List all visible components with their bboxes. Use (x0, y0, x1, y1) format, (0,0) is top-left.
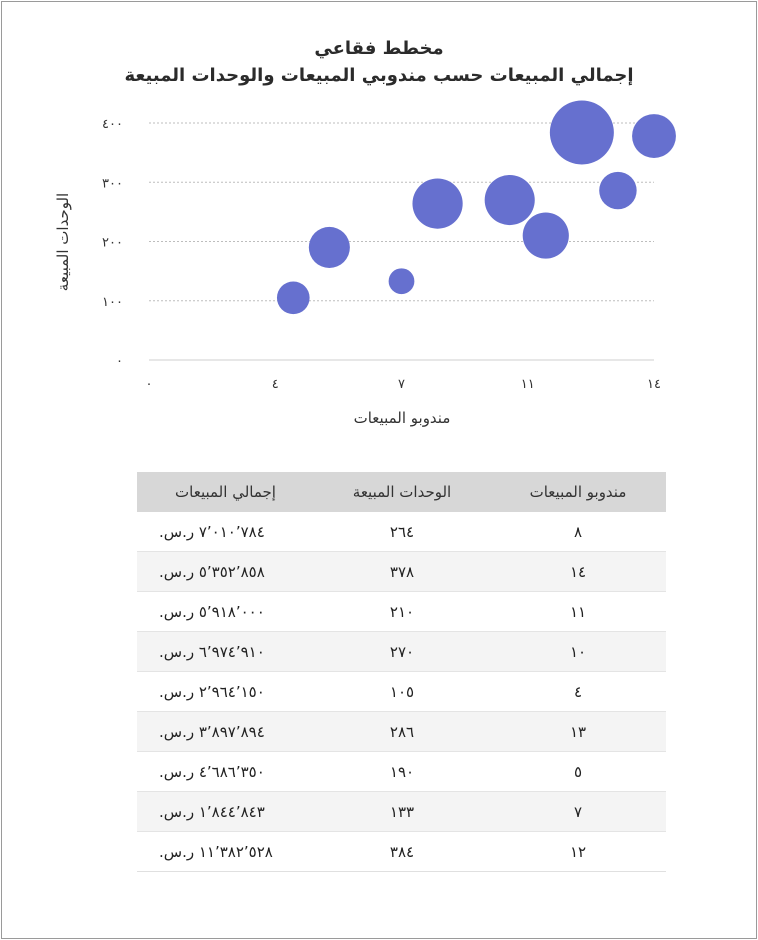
cell-sales-rep: ١٢ (490, 832, 666, 872)
table-row (137, 632, 666, 672)
y-tick-label: ٠ (116, 354, 123, 369)
cell-units-sold: ١٩٠ (314, 752, 490, 792)
x-tick-label: ٧ (398, 377, 405, 392)
header-units-sold: الوحدات المبيعة (314, 472, 490, 512)
cell-units-sold: ٢٧٠ (314, 632, 490, 672)
y-tick-label: ٣٠٠ (102, 176, 123, 192)
bubble-point (523, 213, 569, 259)
table-row (137, 832, 666, 872)
table-row (137, 752, 666, 792)
table-row (137, 592, 666, 632)
bubble-point (632, 114, 676, 158)
cell-units-sold: ٢١٠ (314, 592, 490, 632)
table-row (137, 512, 666, 552)
table-row (137, 792, 666, 832)
cell-sales-rep: ١٤ (490, 552, 666, 592)
page (1, 1, 757, 939)
bubble-point (389, 268, 415, 294)
bubble-point (412, 178, 462, 228)
cell-sales-rep: ١١ (490, 592, 666, 632)
y-axis-label: الوحدات المبيعة (54, 192, 72, 292)
cell-sales-rep: ٨ (490, 512, 666, 552)
table-header-row (137, 472, 666, 512)
cell-total-sales: ٧٬٠١٠٬٧٨٤ ر.س. (137, 512, 314, 552)
cell-total-sales: ١٬٨٤٤٬٨٤٣ ر.س. (137, 792, 314, 832)
bubble-point (277, 281, 310, 314)
x-axis-ticks (146, 377, 661, 392)
bubble-point (599, 172, 636, 209)
cell-sales-rep: ١٣ (490, 712, 666, 752)
table-row (137, 552, 666, 592)
table-row (137, 672, 666, 712)
x-tick-label: ١٤ (647, 377, 661, 392)
x-tick-label: ١١ (520, 377, 535, 392)
x-tick-label: ٤ (271, 377, 279, 392)
x-axis-label: مندوبو المبيعات (353, 409, 451, 427)
y-axis-ticks (102, 117, 123, 369)
cell-sales-rep: ٧ (490, 792, 666, 832)
cell-total-sales: ١١٬٣٨٢٬٥٢٨ ر.س. (137, 832, 314, 872)
chart-title: مخطط فقاعي (314, 38, 444, 59)
bubble-chart (2, 2, 756, 442)
cell-units-sold: ٢٨٦ (314, 712, 490, 752)
bubble-point (309, 227, 350, 268)
y-tick-label: ١٠٠ (102, 294, 123, 310)
header-total-sales: إجمالي المبيعات (137, 472, 314, 512)
cell-units-sold: ٣٨٤ (314, 832, 490, 872)
bubble-point (550, 100, 614, 164)
y-tick-label: ٢٠٠ (102, 235, 123, 251)
bubble-point (485, 175, 535, 225)
cell-sales-rep: ١٠ (490, 632, 666, 672)
x-tick-label: ٠ (145, 377, 153, 392)
cell-units-sold: ١٣٣ (314, 792, 490, 832)
cell-units-sold: ٢٦٤ (314, 512, 490, 552)
cell-total-sales: ٥٬٩١٨٬٠٠٠ ر.س. (137, 592, 314, 632)
cell-total-sales: ٦٬٩٧٤٬٩١٠ ر.س. (137, 632, 314, 672)
header-sales-reps: مندوبو المبيعات (490, 472, 666, 512)
chart-subtitle: إجمالي المبيعات حسب مندوبي المبيعات والوحدات المبيعة (124, 65, 634, 86)
cell-units-sold: ٣٧٨ (314, 552, 490, 592)
cell-total-sales: ٥٬٣٥٢٬٨٥٨ ر.س. (137, 552, 314, 592)
sales-table (137, 472, 666, 872)
table-row (137, 712, 666, 752)
cell-total-sales: ٤٬٦٨٦٬٣٥٠ ر.س. (137, 752, 314, 792)
bubble-series (277, 100, 676, 314)
cell-total-sales: ٢٬٩٦٤٬١٥٠ ر.س. (137, 672, 314, 712)
y-tick-label: ٤٠٠ (102, 117, 123, 132)
cell-total-sales: ٣٬٨٩٧٬٨٩٤ ر.س. (137, 712, 314, 752)
cell-units-sold: ١٠٥ (314, 672, 490, 712)
cell-sales-rep: ٤ (490, 672, 666, 712)
cell-sales-rep: ٥ (490, 752, 666, 792)
